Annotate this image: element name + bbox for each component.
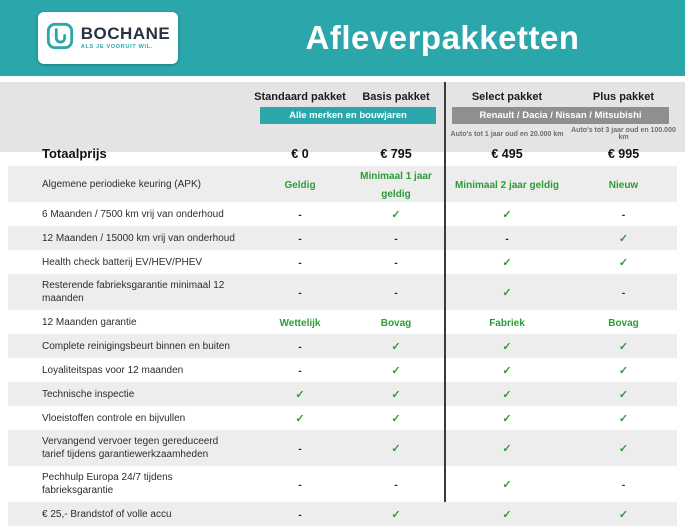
dash-mark: - xyxy=(298,510,302,521)
check-icon: ✓ xyxy=(502,389,512,401)
check-icon: ✓ xyxy=(391,389,401,401)
cell-text: Geldig xyxy=(284,180,316,191)
brand-tagline: ALS JE VOORUIT WIL. xyxy=(80,44,154,51)
check-icon: ✓ xyxy=(295,413,305,425)
cell-text: Bovag xyxy=(608,318,639,329)
row-label: Vloeistoffen controle en bijvullen xyxy=(42,412,186,424)
dash-mark: - xyxy=(621,480,626,491)
cell-text: Bovag xyxy=(380,318,412,329)
check-icon: ✓ xyxy=(618,233,629,245)
cell-text: Wettelijk xyxy=(279,318,321,329)
price-basis: € 795 xyxy=(380,146,412,161)
sublabel-plus: Auto's tot 3 jaar oud en 100.000 km xyxy=(571,127,676,141)
table-row xyxy=(8,334,677,358)
dash-mark: - xyxy=(394,288,398,299)
cell-text: Minimaal 1 jaar geldig xyxy=(360,171,432,200)
table-row xyxy=(8,406,677,430)
cell-text: Fabriek xyxy=(489,318,525,329)
row-label: Pechhulp Europa 24/7 tijdens fabrieksgarantie xyxy=(42,472,173,496)
bochane-logo-icon xyxy=(46,22,74,55)
row-label: Algemene periodieke keuring (APK) xyxy=(42,178,201,190)
badge-all-brands: Alle merken en bouwjaren xyxy=(260,107,436,124)
row-label: Loyaliteitspas voor 12 maanden xyxy=(42,364,184,376)
totals-row xyxy=(8,146,677,161)
check-icon: ✓ xyxy=(502,443,512,455)
table-row xyxy=(8,430,677,466)
price-select: € 495 xyxy=(491,146,523,161)
badges-row xyxy=(8,103,677,124)
table-row xyxy=(8,274,677,310)
check-icon: ✓ xyxy=(502,479,512,491)
dash-mark: - xyxy=(298,258,302,269)
brand-name: BOCHANE xyxy=(80,24,171,44)
row-label: Resterende fabrieksgarantie minimaal 12 maanden xyxy=(42,280,225,304)
totals-label: Totaalprijs xyxy=(42,146,107,161)
row-label: 12 Maanden garantie xyxy=(42,316,137,328)
check-icon: ✓ xyxy=(618,413,629,425)
dash-mark: - xyxy=(298,288,302,299)
check-icon: ✓ xyxy=(618,443,629,455)
cell-text: Minimaal 2 jaar geldig xyxy=(455,180,559,191)
check-icon: ✓ xyxy=(618,389,629,401)
dash-mark: - xyxy=(621,210,626,221)
check-icon: ✓ xyxy=(618,509,629,521)
page-title: Afleverpakketten xyxy=(305,19,580,56)
table-row xyxy=(8,310,677,334)
feature-rows xyxy=(0,166,685,526)
table-row xyxy=(8,466,677,502)
bochane-logo xyxy=(38,12,178,64)
dash-mark: - xyxy=(298,210,302,221)
check-icon: ✓ xyxy=(502,365,512,377)
dash-mark: - xyxy=(394,258,398,269)
check-icon: ✓ xyxy=(391,443,401,455)
check-icon: ✓ xyxy=(502,287,512,299)
price-standaard: € 0 xyxy=(291,146,309,161)
check-icon: ✓ xyxy=(618,257,629,269)
row-label: Technische inspectie xyxy=(42,388,135,400)
check-icon: ✓ xyxy=(391,509,401,521)
badge-brands: Renault / Dacia / Nissan / Mitsubishi xyxy=(452,107,669,124)
row-label: Complete reinigingsbeurt binnen en buiten xyxy=(42,340,230,352)
column-header-select: Select pakket xyxy=(471,91,543,103)
check-icon: ✓ xyxy=(391,209,401,221)
table-header-band xyxy=(0,82,685,161)
sublabel-select: Auto's tot 1 jaar oud en 20.000 km xyxy=(450,130,564,138)
column-divider xyxy=(444,82,446,502)
dash-mark: - xyxy=(298,480,302,491)
check-icon: ✓ xyxy=(502,509,512,521)
check-icon: ✓ xyxy=(391,413,401,425)
column-header-basis: Basis pakket xyxy=(362,91,430,103)
check-icon: ✓ xyxy=(295,389,305,401)
check-icon: ✓ xyxy=(502,341,512,353)
check-icon: ✓ xyxy=(618,341,629,353)
row-label: 6 Maanden / 7500 km vrij van onderhoud xyxy=(42,208,224,220)
table-row xyxy=(8,166,677,202)
dash-mark: - xyxy=(394,480,398,491)
check-icon: ✓ xyxy=(502,209,512,221)
check-icon: ✓ xyxy=(618,365,629,377)
dash-mark: - xyxy=(298,366,302,377)
column-headers xyxy=(8,82,677,103)
dash-mark: - xyxy=(621,288,626,299)
dash-mark: - xyxy=(394,234,398,245)
price-plus: € 995 xyxy=(607,146,640,161)
table-row xyxy=(8,502,677,526)
row-label: € 25,- Brandstof of volle accu xyxy=(42,508,172,520)
dash-mark: - xyxy=(298,444,302,455)
column-header-standaard: Standaard pakket xyxy=(254,91,346,103)
dash-mark: - xyxy=(298,234,302,245)
cell-text: Nieuw xyxy=(608,180,639,191)
check-icon: ✓ xyxy=(502,413,512,425)
table-row xyxy=(8,202,677,226)
table-row xyxy=(8,358,677,382)
check-icon: ✓ xyxy=(391,365,401,377)
row-label: 12 Maanden / 15000 km vrij van onderhoud xyxy=(42,232,235,244)
table-row xyxy=(8,382,677,406)
row-label: Vervangend vervoer tegen gereduceerd tarief tijdens garantiewerkzaamheden xyxy=(42,436,219,460)
logo-text xyxy=(81,25,170,51)
check-icon: ✓ xyxy=(391,341,401,353)
dash-mark: - xyxy=(298,342,302,353)
column-header-plus: Plus pakket xyxy=(592,91,655,103)
table-row xyxy=(8,226,677,250)
check-icon: ✓ xyxy=(502,257,512,269)
row-label: Health check batterij EV/HEV/PHEV xyxy=(42,256,203,268)
sublabels-row xyxy=(8,124,677,141)
top-banner xyxy=(0,0,685,76)
dash-mark: - xyxy=(505,234,509,245)
table-row xyxy=(8,250,677,274)
